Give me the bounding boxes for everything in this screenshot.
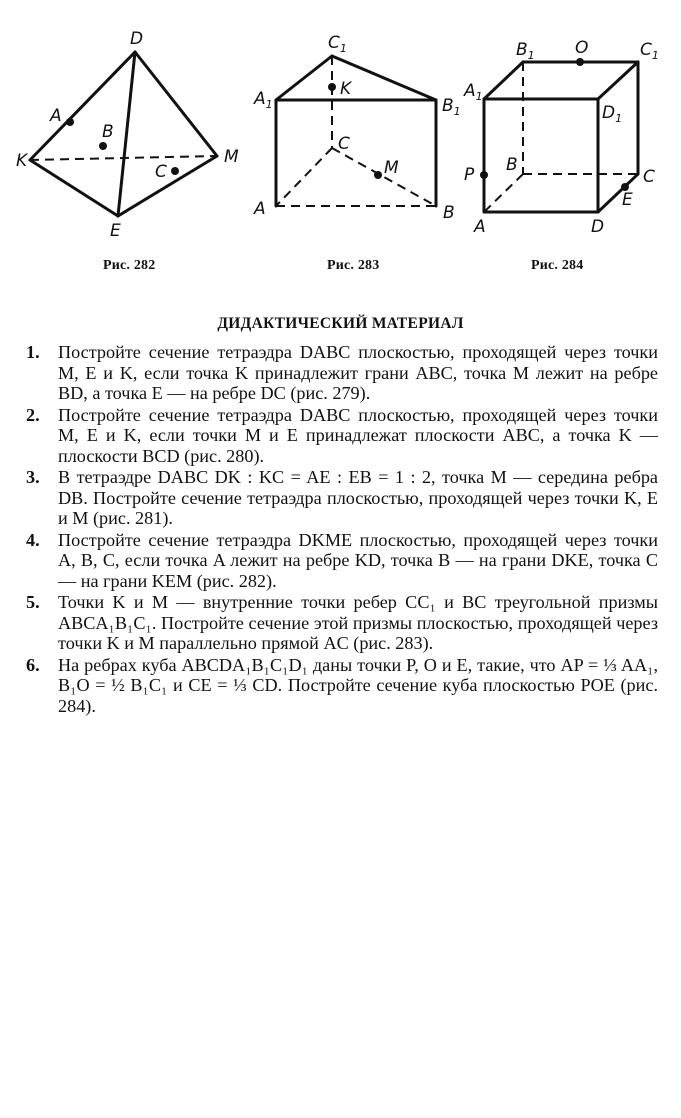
- problem-text: Точки K и M — внутренние точки ребер CC₁ и BC треугольной призмы ABCA₁B₁C₁. Постройте сечение этой призмы плоскостью, проходящей через точки K и M параллельно прямой AC (рис. 283).: [58, 592, 658, 653]
- problem-item: [26, 405, 658, 467]
- label-p: P: [464, 165, 475, 185]
- problem-number: 5.: [26, 592, 40, 612]
- label-b: B: [506, 155, 518, 175]
- caption-283: Рис. 283: [327, 258, 380, 273]
- label-e: E: [110, 221, 121, 241]
- label-k: K: [16, 151, 28, 171]
- problem-list: [26, 342, 658, 717]
- section-heading: ДИДАКТИЧЕСКИЙ МАТЕРИАЛ: [217, 315, 464, 332]
- figure-284: [460, 18, 680, 253]
- prism-drawing: [250, 18, 470, 248]
- label-e: E: [622, 190, 633, 210]
- edge-c1d1: [598, 62, 638, 99]
- label-a1: $A_1$: [464, 81, 483, 103]
- point-b: [99, 142, 107, 150]
- problem-text: Постройте сечение тетраэдра DKME плоскостью, проходящей через точки A, B, C, если точка A лежит на ребре KD, точка B — на грани DKE, точка C — на грани KEM (рис. 282).: [58, 529, 658, 591]
- edge-me: [118, 156, 217, 216]
- label-c1: $C_1$: [640, 40, 659, 62]
- problem-number: 4.: [26, 529, 40, 550]
- point-m: [374, 171, 382, 179]
- problem-number: 3.: [26, 467, 40, 487]
- figure-283: [250, 18, 470, 253]
- label-a: A: [50, 106, 62, 126]
- label-c1: $C_1$: [328, 33, 347, 55]
- label-b1: $B_1$: [516, 40, 535, 62]
- label-c: C: [155, 162, 167, 182]
- caption-282: Рис. 282: [103, 258, 156, 273]
- label-d1: $D_1$: [602, 103, 623, 125]
- problem-item: [26, 342, 658, 404]
- tetrahedron-drawing: [16, 18, 252, 248]
- label-d: D: [130, 29, 144, 49]
- problem-text: Постройте сечение тетраэдра DABC плоскостью, проходящей через точки M, E и K, если точки M и E принадлежат плоскости ABC, а точка K — плоскости BCD (рис. 280).: [58, 404, 658, 466]
- problem-number: 1.: [26, 342, 40, 362]
- problem-text: В тетраэдре DABC DK : KC = AE : EB = 1 : 2, точка M — середина ребра DB. Постройте сечение тетраэдра плоскостью, проходящей через точки K, E и M (рис. 281).: [58, 467, 658, 528]
- edge-ke: [30, 160, 118, 216]
- label-b: B: [443, 203, 455, 223]
- problem-number: 2.: [26, 404, 40, 425]
- problem-item: [26, 655, 658, 717]
- label-d: D: [591, 217, 605, 237]
- label-c: C: [338, 134, 350, 154]
- label-o: O: [575, 38, 589, 58]
- problem-item: [26, 467, 658, 529]
- label-a: A: [474, 217, 486, 237]
- label-m: M: [224, 147, 239, 167]
- point-c: [171, 167, 179, 175]
- label-a1: $A_1$: [254, 89, 273, 111]
- point-p: [480, 171, 488, 179]
- problem-item: [26, 530, 658, 592]
- point-k: [328, 83, 336, 91]
- label-b: B: [102, 122, 114, 142]
- problem-text: На ребрах куба ABCDA₁B₁C₁D₁ даны точки P, O и E, такие, что AP = ⅓ AA₁, B₁O = ½ B₁C₁ и CE = ⅓ CD. Постройте сечение куба плоскостью POE (рис. 284).: [58, 654, 658, 716]
- label-c: C: [643, 167, 655, 187]
- label-m: M: [384, 158, 399, 178]
- edge-ac-hidden: [276, 148, 332, 206]
- point-o: [576, 58, 584, 66]
- label-b1: $B_1$: [442, 96, 461, 118]
- edge-dk: [30, 52, 135, 160]
- cube-drawing: [460, 18, 680, 248]
- edge-a1c1: [276, 56, 332, 100]
- edge-de: [118, 52, 135, 216]
- problem-item: [26, 592, 658, 654]
- figure-282: [16, 18, 252, 253]
- problem-number: 6.: [26, 654, 40, 675]
- edge-a1b1: [484, 62, 523, 99]
- problem-text: Постройте сечение тетраэдра DABC плоскостью, проходящей через точки M, E и K, если точка K принадлежит грани ABC, точка M лежит на ребре BD, а точка E — на ребре DC (рис. 279).: [58, 342, 658, 403]
- label-k: K: [340, 79, 352, 99]
- label-a: A: [254, 199, 266, 219]
- edge-ab-hidden: [484, 174, 523, 212]
- caption-284: Рис. 284: [531, 258, 584, 273]
- edge-dm: [135, 52, 217, 156]
- point-a: [66, 118, 74, 126]
